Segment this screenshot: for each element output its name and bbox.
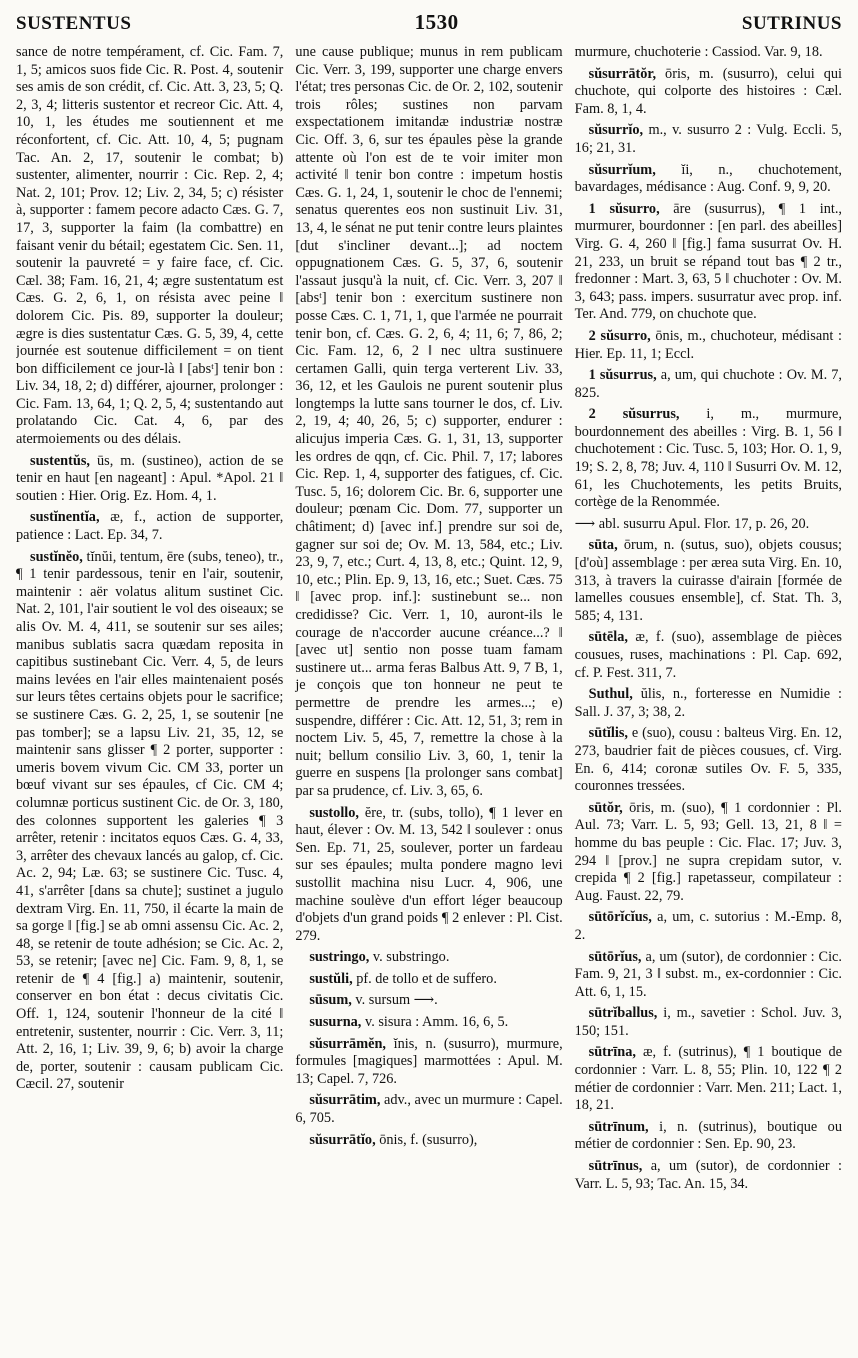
entry-headword: sustentŭs, [30, 452, 90, 469]
entry-headword: sŭsurrātĭo, [309, 1131, 376, 1148]
entry-headword: sūtrīnus, [588, 1158, 643, 1175]
entry-text: murmure, chuchoterie : Cassiod. Var. 9, 18. [574, 44, 823, 60]
dictionary-entry [575, 44, 842, 62]
dictionary-entry [575, 201, 842, 324]
entry-text: a, um (sutor), de cordonnier : Cic. Fam. 9, 21, 3 ‖ subst. m., ex-cordonnier : Cic. Att. 6, 1, 15. [574, 948, 842, 1000]
dictionary-entry [16, 44, 283, 449]
column-3 [575, 44, 842, 1344]
entry-headword: sūtĭlis, [588, 725, 628, 742]
dictionary-entry [575, 1005, 842, 1040]
entry-headword: sūsum, [309, 992, 352, 1009]
entry-headword: sūtōrĭus, [588, 948, 642, 965]
entry-text: ĕre, tr. (subs, tollo), ¶ 1 lever en haut, élever : Ov. M. 13, 542 ‖ soulever : onus Sen. Ep. 71, 25, soulever, porter un fardeau sur ses épaules; multa pondere magno levi sustollit machina nisu Lucr. 4, 906, une machine soulève d'un effort léger beaucoup d'objets d'un grand poids ¶ 2 enlever : Pl. Cist. 279. [295, 804, 563, 944]
entry-headword: 1 sŭsurro, [588, 200, 660, 217]
entry-text: v. sisura : Amm. 16, 6, 5. [364, 1014, 509, 1031]
dictionary-entry [16, 509, 283, 544]
text-columns [16, 44, 842, 1344]
dictionary-entry [295, 1092, 562, 1127]
dictionary-entry [295, 949, 562, 967]
entry-text: i, m., savetier : Schol. Juv. 3, 150; 151. [574, 1005, 842, 1039]
entry-text: i, n. (sutrinus), boutique ou métier de cordonnier : Sen. Ep. 90, 23. [574, 1118, 842, 1153]
entry-text: tĭnŭi, tentum, ēre (subs, teneo), tr., ¶ 1 tenir pardessous, tenir en l'air, soutenir, maintenir : aër volatus alitum sustinet Cic. Nat. 2, 101, l'air soutient le vol des oiseaux; se alis Ov. M. 4, 411, se soutenir sur ses ailes; manibus sublatis sacra quædam reposita in capitibus sustinebant Cic. Verr. 4, 5, de leurs mains levées en l'air elles maintenaient posés sur leurs têtes certains objets pour le sacrifice; se sustinere Cæs. G. 2, 25, 1, se soutenir [ne pas tomber]; se a lapsu Liv. 21, 35, 12, se maintenir sans glisser ¶ 2 porter, supporter : umeris bovem vivum Cic. CM 33, porter un bœuf vivant sur ses épaules, cf Cic. CM 4; columnæ porticus sustinent Cic. de Or. 3, 180, des colonnes supportent les galeries ¶ 3 arrêter, retenir : incitatos equos Cæs. G. 4, 33, 3, arrêter des chevaux lancés au galop, cf. Cic. Ac. 2, 94; Læ. 63; se sustinere Cic. Tusc. 4, 41, s'arrêter [dans sa chute]; sustinet a jugulo dextram Virg. En. 11, 750, il écarte la main de sa gorge ‖ [fig.] se ab omni assensu Cic. Ac. 2, 48, se retenir de toute adhésion; se Cic. Ac. 2, 53, se retenir; [avec ne] Cic. Fam. 9, 8, 1, se retenir de ¶ 4 [fig.] a) maintenir, soutenir, conserver en bon état : decus civitatis Cic. Off. 1, 124, soutenir l'honneur de la cité ‖ entretenir, sustenter, nourrir : Cic. Verr. 3, 11; Att. 2, 16, 1; Liv. 39, 9, 6; b) avoir la charge de, porter, soutenir : causam publicam Cic. Cæcil. 27, soutenir [16, 548, 284, 1093]
entry-text: ⟶ abl. susurru Apul. Flor. 17, p. 26, 20. [574, 515, 810, 532]
page-header [16, 10, 842, 44]
entry-headword: susurna, [309, 1014, 362, 1031]
entry-headword: sūtōrĭcĭus, [588, 909, 652, 926]
entry-text: āre (susurrus), ¶ 1 int., murmurer, bourdonner : [en parl. des abeilles] Virg. G. 4, 260 ‖ [fig.] fama susurrat Ov. H. 21, 233, un bruit se répand tout bas ¶ 2 tr., fredonner : Mart. 3, 63, 5 ‖ chuchoter : Ov. M. 3, 643; pass. impers. susurratur avec prop. inf. Ter. And. 779, on chuchote que. [574, 200, 842, 323]
dictionary-entry [575, 537, 842, 625]
column-1 [16, 44, 283, 1344]
dictionary-entry [295, 1036, 562, 1089]
entry-headword: sūtŏr, [588, 799, 623, 816]
entry-text: m., v. susurro 2 : Vulg. Eccli. 5, 16; 21, 31. [574, 122, 842, 156]
header-right-guideword: SUTRINUS [741, 13, 842, 34]
entry-text: a, um, qui chuchote : Ov. M. 7, 825. [574, 367, 842, 401]
entry-text: æ, f. (sutrinus), ¶ 1 boutique de cordonnier : Varr. L. 8, 55; Plin. 10, 122 ¶ 2 métier de cordonnier : Varr. Men. 211; Lact. 1, 18, 21. [574, 1044, 842, 1114]
dictionary-entry [295, 992, 562, 1010]
entry-text: v. substringo. [372, 949, 450, 966]
dictionary-entry [575, 406, 842, 512]
entry-text: ōris, m. (susurro), celui qui chuchote, qui colporte des histoires : Cæl. Fam. 8, 1, 4. [574, 65, 842, 117]
entry-text: ŭlis, n., forteresse en Numidie : Sall. J. 37, 3; 38, 2. [574, 686, 842, 720]
dictionary-entry [575, 66, 842, 119]
dictionary-entry [575, 909, 842, 944]
entry-headword: Suthul, [588, 686, 633, 703]
dictionary-entry [575, 1044, 842, 1114]
entry-headword: sustringo, [309, 949, 370, 966]
dictionary-entry [575, 367, 842, 402]
dictionary-entry [295, 44, 562, 801]
entry-text: ōrum, n. (sutus, suo), objets cousus; [d'où] assemblage : per ærea suta Virg. En. 10, 313, à travers la cuirasse d'airain [formée de lamelles cousues ensemble], cf. Stat. Th. 3, 585; 4, 131. [574, 537, 842, 624]
dictionary-entry [575, 328, 842, 363]
entry-text: v. sursum ⟶. [355, 992, 438, 1009]
column-2 [295, 44, 562, 1344]
dictionary-entry [575, 1158, 842, 1193]
entry-headword: 2 sŭsurro, [588, 327, 651, 344]
dictionary-entry [575, 122, 842, 157]
entry-text: ōnis, f. (susurro), [379, 1131, 478, 1148]
entry-text: e (suo), cousu : balteus Virg. En. 12, 273, baudrier fait de pièces cousues, cf. Virg. En. 6, 414; coronæ sutiles Ov. F. 5, 335, couronnes tressées. [574, 725, 842, 795]
entry-text: pf. de tollo et de suffero. [356, 970, 497, 987]
entry-headword: 1 sŭsurrus, [588, 367, 657, 384]
entry-headword: sŭsurrĭum, [588, 161, 656, 178]
dictionary-entry [575, 800, 842, 906]
entry-text: a, um (sutor), de cordonnier : Varr. L. 5, 93; Tac. An. 15, 34. [574, 1158, 842, 1192]
header-left-guideword: SUSTENTUS [16, 13, 132, 34]
entry-headword: sŭsurrāmĕn, [309, 1035, 386, 1052]
entry-text: adv., avec un murmure : Capel. 6, 705. [295, 1092, 563, 1127]
entry-text: ĭnis, n. (susurro), murmure, formules [magiques] marmottées : Apul. M. 13; Capel. 7, 726. [295, 1035, 563, 1087]
dictionary-entry [295, 805, 562, 946]
dictionary-entry [575, 686, 842, 721]
entry-text: une cause publique; munus in rem publicam Cic. Verr. 3, 199, supporter une charge envers l'état; tres personas Cic. de Or. 2, 102, soutenir trois rôles; sustines non parvam exspectationem imitandæ industriæ nostræ Cic. Off. 3, 6, sur tes épaules pèse la grande attente où l'on est de te voir imiter mon activité ‖ tenir bon contre : impetum hostis Cæs. G. 1, 24, 1, soutenir le choc de l'ennemi; senatus querentes eos non sustinuit Liv. 31, 13, 4, le sénat ne put tenir contre leurs plaintes [dut s'incliner devant...]; ad noctem oppugnationem Cæs. G. 5, 37, 6, soutenir l'assaut jusqu'à la nuit, cf. Cic. Verr. 3, 207 ‖ [absᵗ] tenir bon : exercitum sustinere non posse Cæs. C. 1, 71, 1, que l'armée ne pourrait tenir bon, cf. Cæs. G. 2, 6, 4; 11, 6; 7, 86, 2; Cic. Fam. 12, 6, 2 ‖ nec ultra sustinuere certamen Galli, quin terga verterent Liv. 33, 36, 12, et les Gaulois ne purent soutenir plus longtemps la lutte sans tourner le dos, cf. Liv. 2, 19, 4; 40, 26, 5; c) supporter, endurer : alicujus imperia Cæs. G. 1, 31, 13, supporter les ordres de qqn, cf. Cic. Phil. 7, 17; labores Cic. Rep. 1, 4, supporter des fatigues, cf. Cic. Tusc. 5, 16; dolorem Cic. Br. 6, supporter une douleur; pœnam Cic. Dom. 77, supporter un châtiment; d) [avec inf.] prendre sur soi de, gagner sur soi de; Ov. M. 13, 584, etc.; Liv. 23, 9, 7, etc.; Curt. 4, 13, 8, etc.; Quint. 12, 9, 10, etc.; Plin. Ep. 9, 13, 16, etc.; Suet. Cæs. 75 ‖ [avec prop. inf.]: sustinebunt se... non credidisse? Cic. Verr. 1, 10, auront-ils le courage de n'accorder aucune créance...? ‖ [avec ut] sentio non posse tuam famam sustinere ut... arma feras Balbus Att. 9, 7 B, 1, je conçois que ton honneur ne peut te permettre de prendre les armes...; e) suspendre, différer : Cic. Att. 12, 51, 3; rem in noctem Liv. 5, 45, 7, remettre la chose à la nuit; bellum consilio Liv. 3, 60, 1, tenir la guerre en suspens [la prolonger sans combat] par sa prudence, cf. Liv. 3, 65, 6. [295, 44, 563, 799]
dictionary-entry [575, 516, 842, 534]
entry-headword: sūtrīnum, [588, 1118, 649, 1135]
entry-text: ūs, m. (sustineo), action de se tenir en haut [en nageant] : Apul. *Apol. 21 ‖ soutien : Hier. Orig. Ez. Hom. 4, 1. [16, 452, 284, 504]
entry-text: ōnis, m., chuchoteur, médisant : Hier. Ep. 11, 1; Eccl. [574, 327, 842, 362]
dictionary-entry [16, 453, 283, 506]
entry-headword: sŭsurrātim, [309, 1092, 381, 1109]
entry-text: æ, f. (suo), assemblage de pièces cousues, ruses, machinations : Pl. Cap. 692, cf. P. Fest. 311, 7. [574, 629, 842, 681]
entry-text: æ, f., action de supporter, patience : Lact. Ep. 34, 7. [16, 509, 284, 544]
entry-headword: sustĭnĕo, [30, 548, 83, 565]
dictionary-entry [575, 629, 842, 682]
entry-text: sance de notre tempérament, cf. Cic. Fam. 7, 1, 5; amicos suos fide Cic. R. Post. 4, soutenir ses amis de son crédit, cf. Cic. Att. 3, 23, 5; Q. 2, 3, 4; litteris sustentor et recreor Cic. Att. 4, 10, 1, les études me soutiennent et me réconfortent, cf. Cic. Att. 10, 4, 5; pugnam Tac. An. 2, 17, soutenir le combat; b) sustenter, alimenter, nourrir : Cic. Rep. 2, 4; Nat. 2, 101; Prov. 12; Liv. 2, 34, 5; c) résister à, supporter : famem pecore adacto Cæs. G. 7, 17, 3, supporter la faim (la combattre) en faisant venir du bétail; egestatem Cic. Sen. 11, soutenir la pauvreté = y faire face, cf. Cic. Cæl. 38; Fam. 16, 21, 4; ægre sustentatum est Cæs. G. 2, 6, 1, on résista avec peine ‖ dolorem Cic. Pis. 89, supporter la douleur; ægre is dies sustentatur Cæs. G. 5, 39, 4, cette journée est soutenue difficilement = on tient bon difficilement ce jour-là ‖ [absᵗ] tenir bon : Liv. 34, 18, 2; d) différer, ajourner, prolonger : Cic. Fam. 13, 64, 1; Q. 2, 5, 4; sustentando aut prolatando Cic. Cat. 4, 6, par des atermoiements ou des délais. [16, 44, 284, 448]
entry-headword: 2 sŭsurrus, [588, 406, 680, 423]
entry-text: ĭi, n., chuchotement, bavardages, médisance : Aug. Conf. 9, 9, 20. [574, 161, 842, 196]
page-number: 1530 [414, 10, 459, 34]
entry-text: a, um, c. sutorius : M.-Emp. 8, 2. [574, 909, 842, 943]
entry-headword: sŭsurrātŏr, [588, 65, 657, 82]
entry-text: ōris, m. (suo), ¶ 1 cordonnier : Pl. Aul. 73; Varr. L. 5, 93; Gell. 13, 21, 8 ‖ = homme du bas peuple : Cic. Flac. 17; Juv. 3, 294 ‖ [prov.] ne supra crepidam sutor, v. crepida ¶ 2 [fig.] rapetasseur, compilateur : Aug. Faust. 22, 79. [574, 799, 842, 904]
entry-text: i, m., murmure, bourdonnement des abeilles : Virg. B. 1, 56 ‖ chuchotement : Cic. Tusc. 5, 103; Hor. O. 1, 9, 19; S. 2, 8, 78; Juv. 4, 110 ‖ Susurri Ov. M. 12, 61, les Chuchotements, les petits Bruits, cortège de la Renommée. [574, 406, 842, 511]
entry-headword: sustĭnentĭa, [30, 509, 100, 526]
entry-headword: sūtrīna, [588, 1044, 636, 1061]
entry-headword: sūta, [588, 537, 618, 554]
dictionary-entry [575, 949, 842, 1002]
entry-headword: sūtēla, [588, 629, 628, 646]
dictionary-entry [295, 1014, 562, 1032]
dictionary-entry [16, 549, 283, 1094]
dictionary-entry [575, 725, 842, 795]
entry-headword: sŭsurrĭo, [588, 122, 644, 139]
dictionary-entry [295, 971, 562, 989]
dictionary-entry [575, 1119, 842, 1154]
entry-headword: sustollo, [309, 804, 359, 821]
entry-headword: sustŭli, [309, 970, 353, 987]
entry-headword: sūtrĭballus, [588, 1005, 658, 1022]
dictionary-entry [575, 162, 842, 197]
dictionary-entry [295, 1132, 562, 1150]
